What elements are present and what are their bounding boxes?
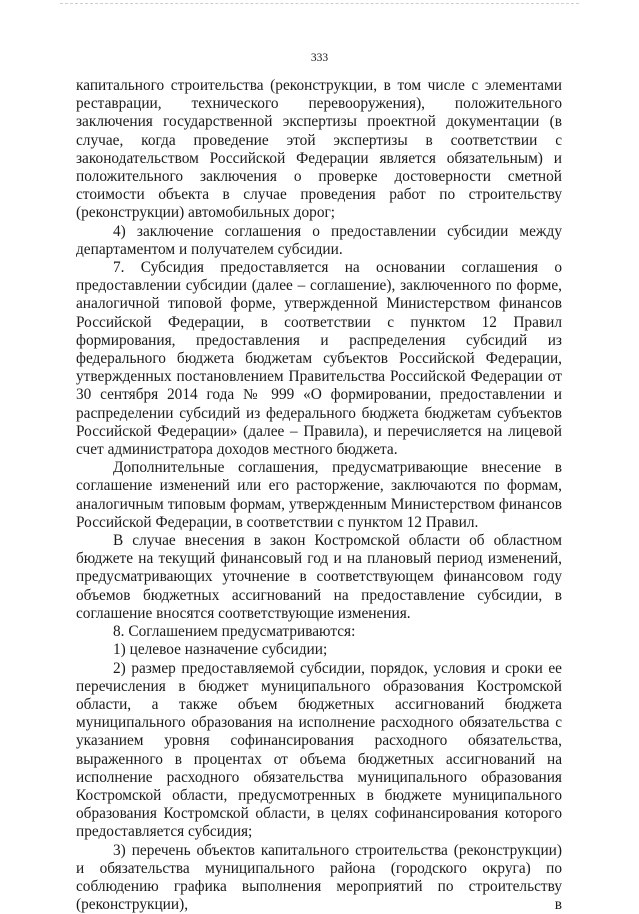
paragraph-clause-7: 7. Субсидия предоставляется на основании соглашения о предоставлении субсидии (далее – соглашение), заключенного по форме, аналогичной типовой форме, утвержденной Министерством финансов Российской Федерации, в соответствии с пунктом 12 Правил формирования, предоставления и распределения субсидий из федерального бюджета бюджетам субъектов Российской Федерации, утвержденных постановлением Правительства Российской Федерации от 30 сентября 2014 года № 999 «О формировании, предоставлении и распределении субсидий из федерального бюджета бюджетам субъектов Российской Федерации» (далее – Правила), и перечисляется на лицевой счет администратора доходов местного бюджета. [76,259,562,459]
document-body [76,77,562,914]
paragraph-item-3: 3) перечень объектов капитального строительства (реконструкции) и обязательства муниципального района (городского округа) по соблюдению графика выполнения мероприятий по строительству (реконструкции), в [76,841,562,914]
paragraph-item-4: 4) заключение соглашения о предоставлении субсидии между департаментом и получателем субсидии. [76,222,562,258]
paragraph-law-amendments: В случае внесения в закон Костромской области об областном бюджете на текущий финансовый год и на плановый период изменений, предусматривающих уточнение в соответствующем финансовом году объемов бюджетных ассигнований на предоставление субсидии, в соглашение вносятся соответствующие изменения. [76,532,562,622]
paragraph-continuation: капитального строительства (реконструкции, в том числе с элементами реставрации, технического перевооружения), положительного заключения государственной экспертизы проектной документации (в случае, когда проведение этой экспертизы в соответствии с законодательством Российской Федерации является обязательным) и положительного заключения о проверке достоверности сметной стоимости объекта в случае проведения работ по строительству (реконструкции) автомобильных дорог; [76,77,562,222]
paragraph-item-2: 2) размер предоставляемой субсидии, порядок, условия и сроки ее перечисления в бюджет муниципального образования Костромской области, а также объем бюджетных ассигнований бюджета муниципального образования на исполнение расходного обязательства с указанием уровня софинансирования расходного обязательства, выраженного в процентах от объема бюджетных ассигнований на исполнение расходного обязательства муниципального образования Костромской области, предусмотренных в бюджете муниципального образования Костромской области, в целях софинансирования которого предоставляется субсидия; [76,659,562,841]
page-top-edge [60,3,579,5]
paragraph-item-1: 1) целевое назначение субсидии; [113,641,328,659]
page-number: 333 [310,52,329,64]
paragraph-additional-agreements: Дополнительные соглашения, предусматривающие внесение в соглашение изменений или его расторжение, заключаются по формам, аналогичным типовым формам, утвержденным Министерством финансов Российской Федерации, в соответствии с пунктом 12 Правил. [76,459,562,531]
paragraph-clause-8: 8. Соглашением предусматриваются: [113,623,356,641]
